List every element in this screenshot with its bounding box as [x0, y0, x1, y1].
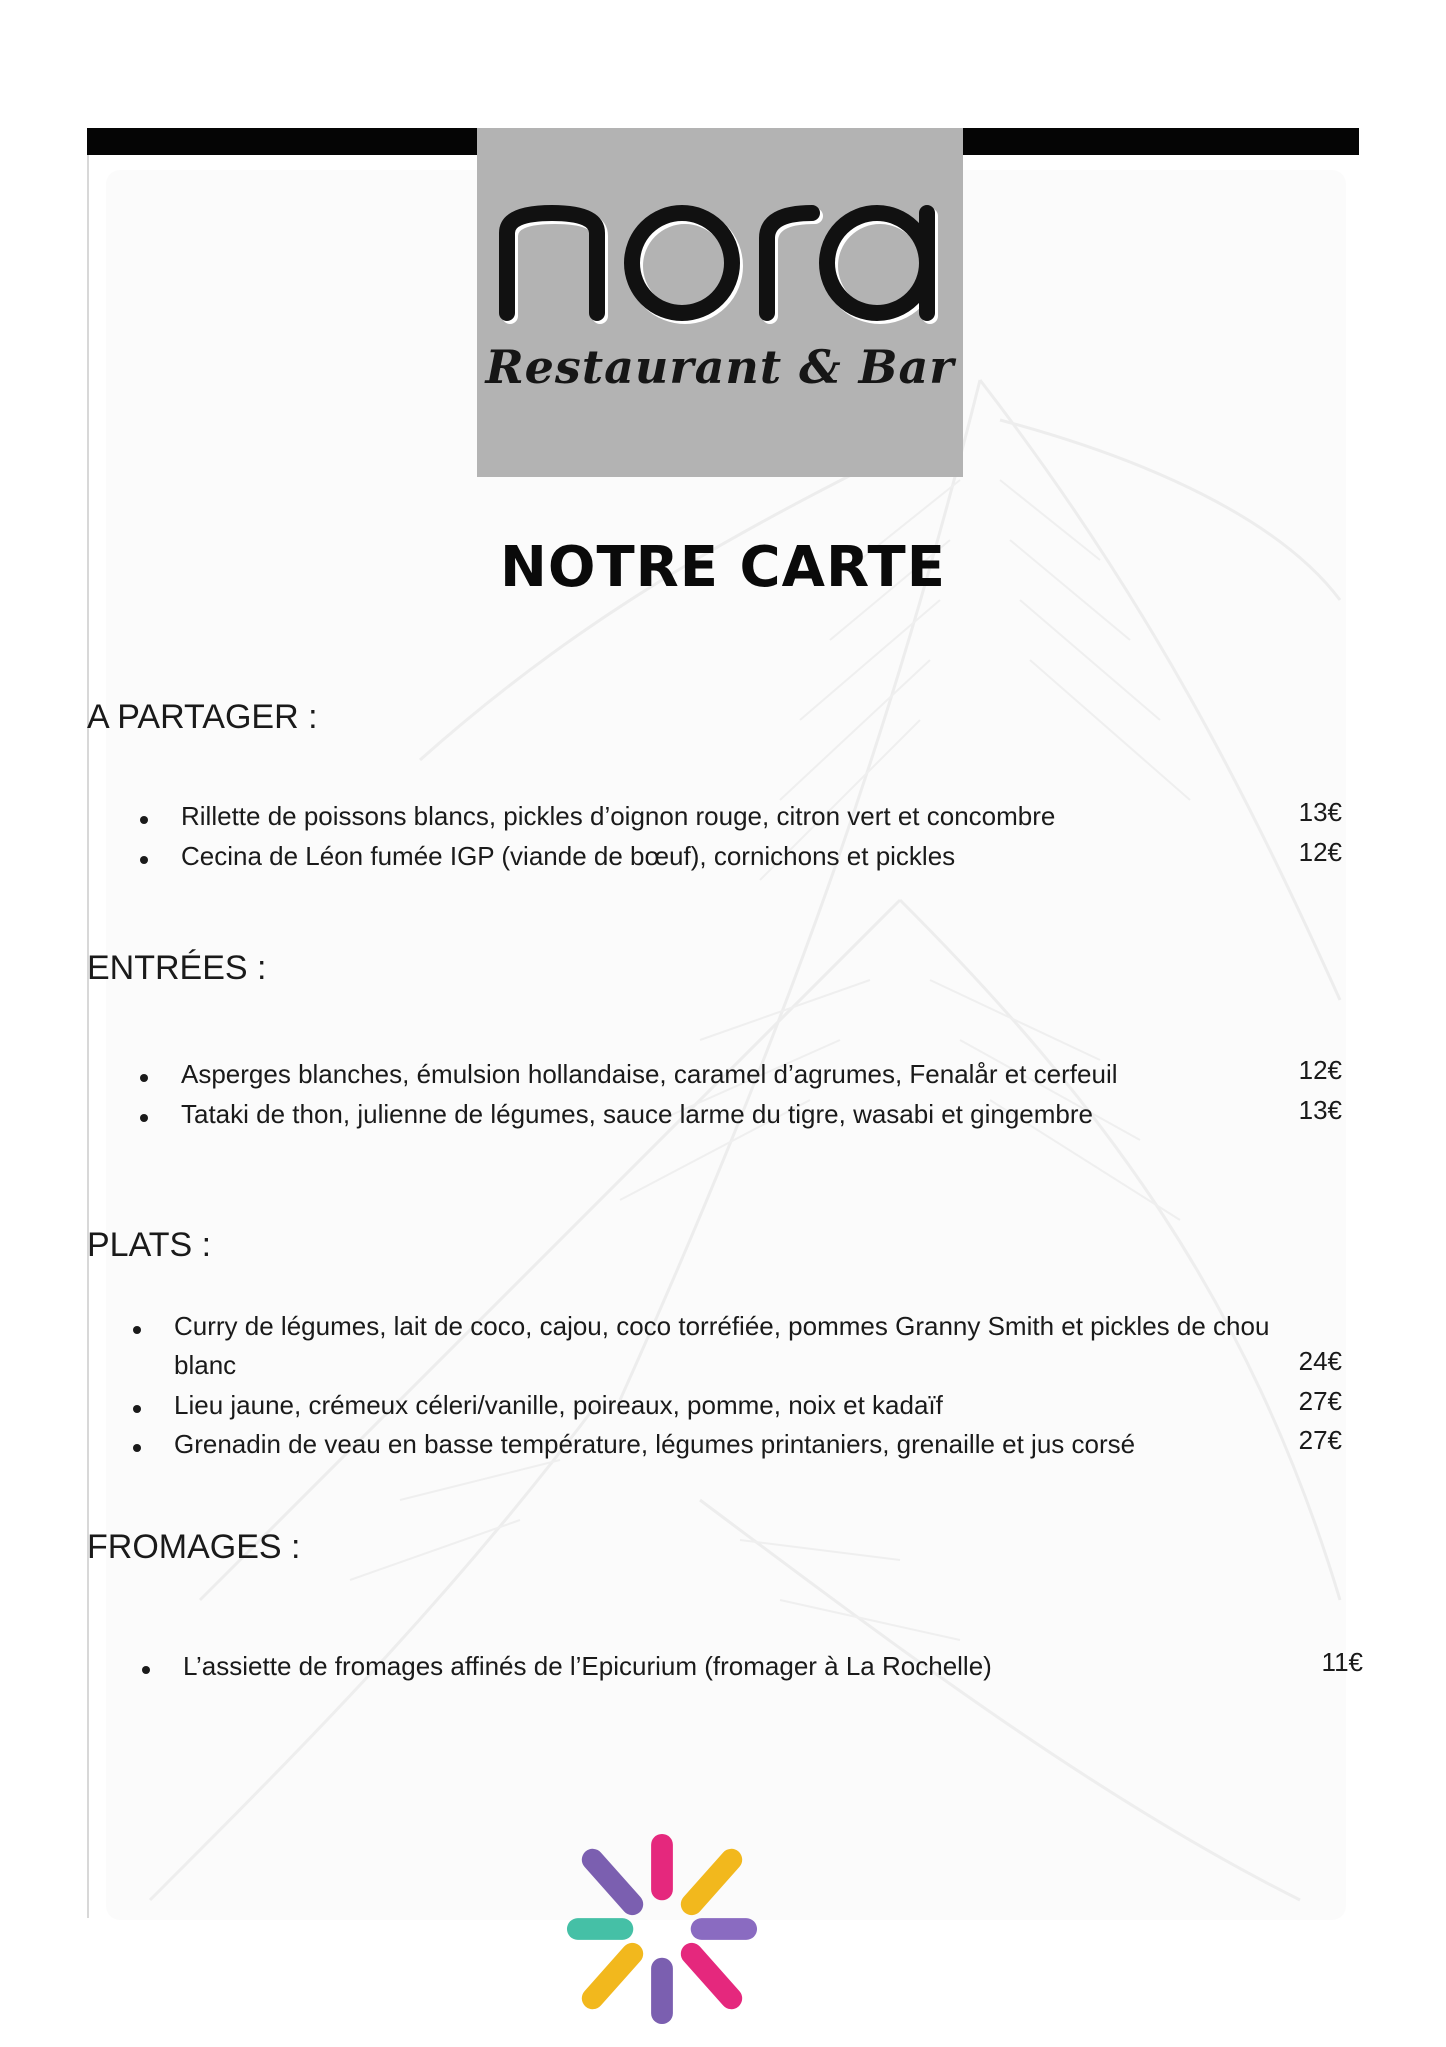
- top-bar-left: [87, 128, 477, 155]
- section-title-a-partager: A PARTAGER :: [87, 698, 318, 736]
- menu-item-label: Grenadin de veau en basse température, légumes printaniers, grenaille et jus corsé: [174, 1429, 1136, 1459]
- menu-item-label: Rillette de poissons blancs, pickles d’oignon rouge, citron vert et concombre: [181, 801, 1056, 831]
- bullet-icon: [133, 1405, 141, 1413]
- menu-item-label: L’assiette de fromages affinés de l’Epicurium (fromager à La Rochelle): [183, 1651, 992, 1681]
- nora-wordmark-logo: [477, 115, 963, 328]
- menu-item-label: Curry de légumes, lait de coco, cajou, coco torréfiée, pommes Granny Smith et pickles de chou: [174, 1311, 1270, 1341]
- bullet-icon: [140, 1074, 148, 1082]
- menu-item-price: 12€: [1298, 837, 1342, 867]
- sun-star-logo-icon: [563, 1830, 761, 2028]
- menu-item-price: 13€: [1298, 1095, 1342, 1125]
- top-bar-right: [963, 128, 1359, 155]
- menu-item-label: Asperges blanches, émulsion hollandaise, caramel d’agrumes, Fenalår et cerfeuil: [181, 1059, 1118, 1089]
- menu-item-price: 27€: [1298, 1425, 1342, 1455]
- bullet-icon: [140, 1114, 148, 1122]
- bullet-icon: [133, 1326, 141, 1334]
- menu-item-label: Cecina de Léon fumée IGP (viande de bœuf), cornichons et pickles: [181, 841, 956, 871]
- menu-item-price: 27€: [1298, 1386, 1342, 1416]
- bullet-icon: [140, 856, 148, 864]
- menu-item-label-continued: blanc: [174, 1350, 237, 1380]
- bullet-icon: [142, 1666, 150, 1674]
- menu-item-price: 24€: [1298, 1346, 1342, 1376]
- section-title-entrees: ENTRÉES :: [87, 949, 267, 987]
- menu-item-price: 11€: [1321, 1647, 1363, 1677]
- logo-subtitle: Restaurant & Bar: [485, 340, 955, 394]
- bullet-icon: [140, 816, 148, 824]
- page-title: NOTRE CARTE: [499, 535, 947, 600]
- menu-item-price: 13€: [1298, 797, 1342, 827]
- section-title-plats: PLATS :: [87, 1226, 212, 1264]
- menu-item-label: Lieu jaune, crémeux céleri/vanille, poireaux, pomme, noix et kadaïf: [174, 1390, 943, 1420]
- section-title-fromages: FROMAGES :: [87, 1528, 301, 1566]
- menu-item-label: Tataki de thon, julienne de légumes, sauce larme du tigre, wasabi et gingembre: [181, 1099, 1093, 1129]
- restaurant-logo: [477, 115, 963, 477]
- bullet-icon: [133, 1444, 141, 1452]
- left-margin-rule: [87, 155, 89, 1918]
- svg-text:nora: nora: [477, 115, 510, 132]
- menu-item-price: 12€: [1298, 1055, 1342, 1085]
